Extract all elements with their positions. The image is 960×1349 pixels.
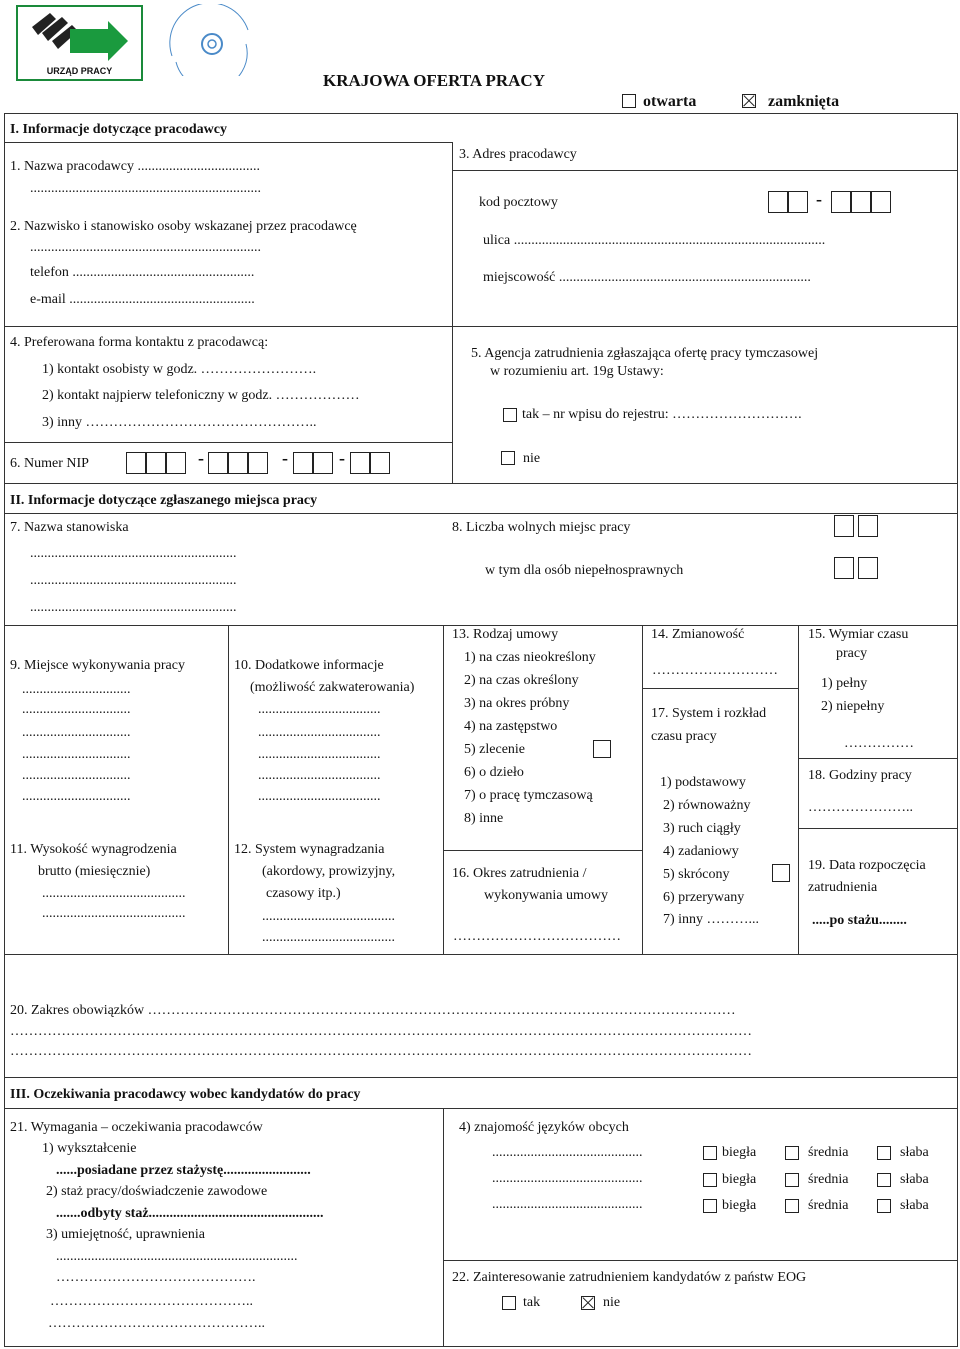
agency-label-b: w rozumieniu art. 19g Ustawy: xyxy=(490,364,664,379)
skills-label: 3) umiejętność, uprawnienia xyxy=(46,1227,206,1242)
lang1-weak-checkbox[interactable] xyxy=(877,1146,891,1160)
lang2-fluent-label: biegła xyxy=(722,1172,757,1187)
pay-system-label-c: czasowy itp.) xyxy=(266,886,341,901)
employment-period-label: 16. Okres zatrudnienia / xyxy=(452,866,587,881)
phone-field[interactable]: telefon .................................................... xyxy=(30,265,255,280)
work-schedule-label: 17. System i rozkład xyxy=(651,706,767,721)
lang2-fluent-checkbox[interactable] xyxy=(703,1173,717,1187)
lang2-weak-label: słaba xyxy=(900,1172,929,1187)
page-title: KRAJOWA OFERTA PRACY xyxy=(323,71,545,90)
lang3-fluent-checkbox[interactable] xyxy=(703,1199,717,1213)
vacancies-label: 8. Liczba wolnych miejsc pracy xyxy=(452,520,631,535)
status-open-checkbox[interactable] xyxy=(622,94,636,108)
eea-yes-label: tak xyxy=(523,1295,541,1310)
salary-line-1[interactable]: ......................................... xyxy=(42,886,186,901)
contract-type-option-1[interactable]: 1) na czas nieokreślony xyxy=(464,650,596,665)
additional-info-line-2[interactable]: ................................... xyxy=(258,725,381,740)
work-schedule-checkbox[interactable] xyxy=(772,864,790,882)
pay-system-line-2[interactable]: ...................................... xyxy=(262,930,395,945)
additional-info-line-5[interactable]: ................................... xyxy=(258,789,381,804)
agency-label: 5. Agencja zatrudnienia zgłaszająca ofertę pracy tymczasowej xyxy=(471,346,819,361)
education-label: 1) wykształcenie xyxy=(42,1141,137,1156)
shifts-label: 14. Zmianowość xyxy=(651,627,745,642)
working-time-option-1[interactable]: 1) pełny xyxy=(821,676,868,691)
employer-name-field[interactable]: 1. Nazwa pracodawcy ................................... xyxy=(10,159,260,174)
status-closed-label: zamknięta xyxy=(768,93,840,110)
job-title-line-2[interactable]: ........................................................... xyxy=(30,573,237,588)
start-date-label: 19. Data rozpoczęcia xyxy=(808,858,926,873)
contact-person-field[interactable]: .................................................................. xyxy=(30,240,261,255)
workplace-line-1[interactable]: ............................... xyxy=(22,682,131,697)
skills-line-4[interactable]: ……………………………………….. xyxy=(48,1316,265,1331)
duties-label[interactable]: 20. Zakres obowiązków ……………………………………………………………………………………………………………… xyxy=(10,1003,736,1018)
lang3-medium-label: średnia xyxy=(808,1198,849,1213)
duties-line-1[interactable]: …………………………………………………………………………………………………………………………………………… xyxy=(10,1024,752,1039)
nip-label: 6. Numer NIP xyxy=(10,456,89,471)
employer-address-label: 3. Adres pracodawcy xyxy=(459,147,577,162)
work-schedule-option-2[interactable]: 2) równoważny xyxy=(663,798,751,813)
lang2-weak-checkbox[interactable] xyxy=(877,1173,891,1187)
language-line-1[interactable]: ........................................... xyxy=(492,1145,643,1160)
job-title-line-1[interactable]: ........................................................... xyxy=(30,546,237,561)
contact-other-option[interactable]: 3) inny ………………………………………….. xyxy=(42,415,317,430)
working-hours-line[interactable]: ………………….. xyxy=(808,800,913,815)
lang2-medium-label: średnia xyxy=(808,1172,849,1187)
working-time-label-b: pracy xyxy=(836,646,868,661)
experience-label: 2) staż pracy/doświadczenie zawodowe xyxy=(46,1184,268,1199)
skills-line-3[interactable]: …………………………………….. xyxy=(50,1294,253,1309)
nip-dash: - xyxy=(198,448,204,468)
nip-dash: - xyxy=(339,448,345,468)
work-schedule-label-b: czasu pracy xyxy=(651,729,717,744)
email-field[interactable]: e-mail ..................................................... xyxy=(30,292,255,307)
employment-period-line[interactable]: ……………………………… xyxy=(453,929,621,944)
workplace-line-4[interactable]: ............................... xyxy=(22,747,131,762)
eea-yes-checkbox[interactable] xyxy=(502,1296,516,1310)
street-field[interactable]: ulica ......................................................................................... xyxy=(483,233,826,248)
start-date-value[interactable]: .....po stażu........ xyxy=(812,913,907,928)
logo-text: URZĄD PRACY xyxy=(46,66,113,76)
contract-type-option-7[interactable]: 7) o pracę tymczasową xyxy=(464,788,593,803)
agency-no-checkbox[interactable] xyxy=(501,451,515,465)
employer-name-field-line[interactable]: .................................................................. xyxy=(30,181,261,196)
additional-info-label-b: (możliwość zakwaterowania) xyxy=(250,680,415,695)
workplace-line-6[interactable]: ............................... xyxy=(22,789,131,804)
skills-line-1[interactable]: ..................................................................... xyxy=(56,1249,298,1264)
eea-no-checkbox[interactable] xyxy=(581,1296,595,1310)
shifts-line[interactable]: ……………………… xyxy=(652,663,778,678)
additional-info-line-4[interactable]: ................................... xyxy=(258,768,381,783)
pay-system-line-1[interactable]: ...................................... xyxy=(262,909,395,924)
work-schedule-option-1[interactable]: 1) podstawowy xyxy=(660,775,746,790)
workplace-line-5[interactable]: ............................... xyxy=(22,768,131,783)
postal-code-dash: - xyxy=(816,189,822,209)
work-schedule-option-6[interactable]: 6) przerywany xyxy=(663,890,745,905)
working-time-label: 15. Wymiar czasu xyxy=(808,627,909,642)
work-schedule-option-3[interactable]: 3) ruch ciągły xyxy=(663,821,741,836)
job-title-line-3[interactable]: ........................................................... xyxy=(30,600,237,615)
contract-type-option-3[interactable]: 3) na okres próbny xyxy=(464,696,570,711)
eea-label: 22. Zainteresowanie zatrudnieniem kandydatów z państw EOG xyxy=(452,1270,807,1285)
lang1-weak-label: słaba xyxy=(900,1145,929,1160)
workplace-line-3[interactable]: ............................... xyxy=(22,725,131,740)
experience-value[interactable]: .......odbyty staż.................................................. xyxy=(56,1206,324,1221)
lang1-fluent-checkbox[interactable] xyxy=(703,1146,717,1160)
city-field[interactable]: miejscowość ........................................................................ xyxy=(483,270,811,285)
agency-no-label: nie xyxy=(523,451,541,466)
working-time-option-2[interactable]: 2) niepełny xyxy=(821,699,885,714)
contract-type-option-5[interactable]: 5) zlecenie xyxy=(464,742,526,757)
contract-type-label: 13. Rodzaj umowy xyxy=(452,627,559,642)
lang3-weak-label: słaba xyxy=(900,1198,929,1213)
contract-type-option-4[interactable]: 4) na zastępstwo xyxy=(464,719,558,734)
employment-period-label-b: wykonywania umowy xyxy=(484,888,609,903)
work-schedule-option-5[interactable]: 5) skrócony xyxy=(663,867,730,882)
section1-heading: I. Informacje dotyczące pracodawcy xyxy=(10,122,227,137)
language-line-3[interactable]: ........................................... xyxy=(492,1197,643,1212)
lang2-medium-checkbox[interactable] xyxy=(785,1173,799,1187)
lang3-medium-checkbox[interactable] xyxy=(785,1199,799,1213)
job-title-label: 7. Nazwa stanowiska xyxy=(10,520,129,535)
working-hours-label: 18. Godziny pracy xyxy=(808,768,912,783)
centrum-aktywizacji-logo xyxy=(162,4,256,76)
disabled-vacancies-label: w tym dla osób niepełnosprawnych xyxy=(485,563,684,578)
languages-label: 4) znajomość języków obcych xyxy=(459,1120,629,1135)
contract-type-option-6[interactable]: 6) o dzieło xyxy=(464,765,524,780)
contract-type-option-8[interactable]: 8) inne xyxy=(464,811,504,826)
workplace-line-2[interactable]: ............................... xyxy=(22,702,131,717)
agency-yes-label: tak – nr wpisu do rejestru: ………………………. xyxy=(522,407,802,422)
working-time-line[interactable]: …………… xyxy=(844,736,914,751)
language-line-2[interactable]: ........................................... xyxy=(492,1171,643,1186)
postal-code-label: kod pocztowy xyxy=(479,195,558,210)
work-schedule-option-7[interactable]: 7) inny ………... xyxy=(663,912,760,927)
agency-yes-checkbox[interactable] xyxy=(503,408,517,422)
salary-line-2[interactable]: ......................................... xyxy=(42,906,186,921)
eea-no-label: nie xyxy=(603,1295,621,1310)
workplace-label: 9. Miejsce wykonywania pracy xyxy=(10,658,185,673)
additional-info-line-1[interactable]: ................................... xyxy=(258,702,381,717)
additional-info-line-3[interactable]: ................................... xyxy=(258,747,381,762)
status-closed-checkbox[interactable] xyxy=(742,94,756,108)
contact-personal-option[interactable]: 1) kontakt osobisty w godz. ……………………. xyxy=(42,362,317,377)
status-open-label: otwarta xyxy=(643,93,697,110)
duties-line-2[interactable]: …………………………………………………………………………………………………………………………………………… xyxy=(10,1044,752,1059)
start-date-label-b: zatrudnienia xyxy=(808,880,878,895)
nip-dash: - xyxy=(282,448,288,468)
section2-heading: II. Informacje dotyczące zgłaszanego miejsca pracy xyxy=(10,493,318,508)
contract-type-checkbox[interactable] xyxy=(593,740,611,758)
salary-label: 11. Wysokość wynagrodzenia xyxy=(10,842,177,857)
lang1-medium-checkbox[interactable] xyxy=(785,1146,799,1160)
skills-line-2[interactable]: ……………………………………. xyxy=(56,1270,256,1285)
lang1-medium-label: średnia xyxy=(808,1145,849,1160)
additional-info-label: 10. Dodatkowe informacje xyxy=(234,658,384,673)
contract-type-option-2[interactable]: 2) na czas określony xyxy=(464,673,579,688)
contact-form-label: 4. Preferowana forma kontaktu z pracodawcą: xyxy=(10,335,269,350)
contact-person-label: 2. Nazwisko i stanowisko osoby wskazanej przez pracodawcę xyxy=(10,219,357,234)
pay-system-label-b: (akordowy, prowizyjny, xyxy=(262,864,396,879)
lang3-weak-checkbox[interactable] xyxy=(877,1199,891,1213)
requirements-label: 21. Wymagania – oczekiwania pracodawców xyxy=(10,1120,263,1135)
work-schedule-option-4[interactable]: 4) zadaniowy xyxy=(663,844,739,859)
section3-heading: III. Oczekiwania pracodawcy wobec kandydatów do pracy xyxy=(10,1087,361,1102)
lang3-fluent-label: biegła xyxy=(722,1198,757,1213)
lang1-fluent-label: biegła xyxy=(722,1145,757,1160)
salary-label-b: brutto (miesięcznie) xyxy=(38,864,151,879)
education-value[interactable]: ......posiadane przez stażystę......................... xyxy=(56,1163,311,1178)
urzad-pracy-logo xyxy=(16,5,143,81)
contact-phone-option[interactable]: 2) kontakt najpierw telefoniczny w godz. ……………… xyxy=(42,388,360,403)
pay-system-label: 12. System wynagradzania xyxy=(234,842,385,857)
